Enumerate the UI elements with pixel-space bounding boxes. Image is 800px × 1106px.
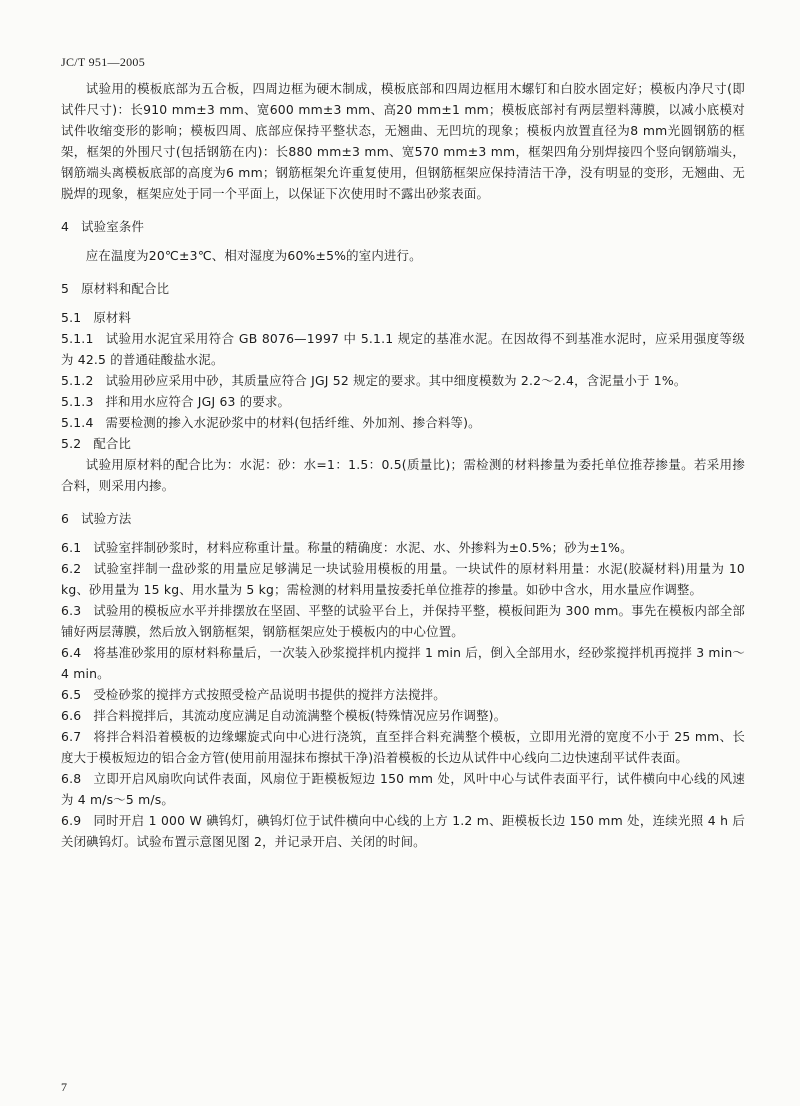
clause-6-9-number: 6.9	[61, 813, 82, 828]
clause-6-6	[61, 705, 745, 726]
clause-6-2	[61, 558, 745, 600]
section-5-heading	[61, 278, 745, 299]
clause-6-3-number: 6.3	[61, 603, 82, 618]
clause-6-6-number: 6.6	[61, 708, 82, 723]
clause-6-2-text: 试验室拌制一盘砂浆的用量应足够满足一块试验用模板的用量。一块试件的原材料用量：水泥(胶凝材料)用量为 10 kg、砂用量为 15 kg、用水量为 5 kg；需检测的材料用量按委托单位推荐的掺量。如砂中含水，用水量应作调整。	[61, 561, 745, 597]
clause-5-1-1	[61, 328, 745, 370]
clause-5-1-4-number: 5.1.4	[61, 415, 94, 430]
clause-6-2-number: 6.2	[61, 561, 82, 576]
section-4-title: 试验室条件	[81, 219, 145, 234]
clause-5-1-3-number: 5.1.3	[61, 394, 94, 409]
section-4-heading	[61, 216, 745, 237]
clause-5-1-2-number: 5.1.2	[61, 373, 94, 388]
section-5-1-heading	[61, 307, 745, 328]
section-6-heading	[61, 508, 745, 529]
clause-6-4-number: 6.4	[61, 645, 82, 660]
section-5-2-number: 5.2	[61, 436, 82, 451]
clause-6-9-text: 同时开启 1 000 W 碘钨灯，碘钨灯位于试件横向中心线的上方 1.2 m、距模板长边 150 mm 处，连续光照 4 h 后关闭碘钨灯。试验布置示意图见图 2，并记录开启、关闭的时间。	[61, 813, 745, 849]
clause-5-1-4-text: 需要检测的掺入水泥砂浆中的材料(包括纤维、外加剂、掺合料等)。	[105, 415, 481, 430]
clause-6-8-number: 6.8	[61, 771, 82, 786]
clause-6-1-text: 试验室拌制砂浆时，材料应称重计量。称量的精确度：水泥、水、外掺料为±0.5%；砂为±1%。	[93, 540, 633, 555]
clause-5-1-3-text: 拌和用水应符合 JGJ 63 的要求。	[105, 394, 291, 409]
clause-6-3	[61, 600, 745, 642]
clause-6-5-number: 6.5	[61, 687, 82, 702]
clause-6-8-text: 立即开启风扇吹向试件表面，风扇位于距模板短边 150 mm 处，风叶中心与试件表面平行，试件横向中心线的风速为 4 m/s～5 m/s。	[61, 771, 745, 807]
clause-5-1-1-text: 试验用水泥宜采用符合 GB 8076—1997 中 5.1.1 规定的基准水泥。在因故得不到基准水泥时，应采用强度等级为 42.5 的普通硅酸盐水泥。	[61, 331, 745, 367]
clause-6-4	[61, 642, 745, 684]
clause-5-1-4	[61, 412, 745, 433]
section-5-2-heading	[61, 433, 745, 454]
clause-6-1	[61, 537, 745, 558]
document-body	[61, 78, 745, 852]
clause-6-5-text: 受检砂浆的搅拌方式按照受检产品说明书提供的搅拌方法搅拌。	[93, 687, 446, 702]
clause-6-8	[61, 768, 745, 810]
clause-5-1-1-number: 5.1.1	[61, 331, 94, 346]
clause-5-1-2-text: 试验用砂应采用中砂，其质量应符合 JGJ 52 规定的要求。其中细度模数为 2.2～2.4，含泥量小于 1%。	[105, 373, 687, 388]
clause-6-1-number: 6.1	[61, 540, 82, 555]
clause-6-7	[61, 726, 745, 768]
clause-6-9	[61, 810, 745, 852]
section-5-2-title: 配合比	[93, 436, 132, 451]
section-4-body: 应在温度为20℃±3℃、相对湿度为60%±5%的室内进行。	[85, 248, 422, 263]
clause-6-7-text: 将拌合料沿着模板的边缘螺旋式向中心进行浇筑，直至拌合料充满整个模板，立即用光滑的宽度不小于 25 mm、长度大于模板短边的铝合金方管(使用前用湿抹布擦拭干净)沿着模板的长边从试件中心线向二边快速刮平试件表面。	[61, 729, 745, 765]
clause-5-1-2	[61, 370, 745, 391]
section-5-1-number: 5.1	[61, 310, 82, 325]
section-6-number: 6	[61, 511, 70, 526]
section-5-title: 原材料和配合比	[81, 281, 170, 296]
section-5-number: 5	[61, 281, 70, 296]
section-6-title: 试验方法	[81, 511, 132, 526]
page-number: 7	[61, 1080, 67, 1094]
section-5-1-title: 原材料	[93, 310, 132, 325]
clause-6-6-text: 拌合料搅拌后，其流动度应满足自动流满整个模板(特殊情况应另作调整)。	[93, 708, 507, 723]
clause-6-4-text: 将基准砂浆用的原材料称量后，一次装入砂浆搅拌机内搅拌 1 min 后，倒入全部用水，经砂浆搅拌机再搅拌 3 min～4 min。	[61, 645, 745, 681]
standard-code-header: JC/T 951—2005	[61, 55, 146, 69]
section-5-2-body: 试验用原材料的配合比为：水泥：砂：水=1：1.5：0.5(质量比)；需检测的材料掺量为委托单位推荐掺量。若采用掺合料，则采用内掺。	[61, 457, 745, 493]
clause-6-7-number: 6.7	[61, 729, 82, 744]
clause-5-1-3	[61, 391, 745, 412]
clause-6-5	[61, 684, 745, 705]
clause-6-3-text: 试验用的模板应水平并排摆放在坚固、平整的试验平台上，并保持平整，模板间距为 300 mm。事先在模板内部全部铺好两层薄膜，然后放入钢筋框架，钢筋框架应处于模板内的中心位置。	[61, 603, 745, 639]
section-4-number: 4	[61, 219, 70, 234]
mold-frame-paragraph: 试验用的模板底部为五合板，四周边框为硬木制成，模板底部和四周边框用木螺钉和白胶水固定好；模板内净尺寸(即试件尺寸)：长910 mm±3 mm、宽600 mm±3 mm、高20 mm±1 mm；模板底部衬有两层塑料薄膜，以减小底模对试件收缩变形的影响；模板四周、底部应保持平整状态，无翘曲、无凹坑的现象；模板内放置直径为8 mm光圆钢筋的框架，框架的外围尺寸(包括钢筋在内)：长880 mm±3 mm、宽570 mm±3 mm，框架四角分别焊接四个竖向钢筋端头，钢筋端头离模板底部的高度为6 mm；钢筋框架允许重复使用，但钢筋框架应保持清洁干净，没有明显的变形，无翘曲、无脱焊的现象，框架应处于同一个平面上，以保证下次使用时不露出砂浆表面。	[61, 81, 745, 201]
